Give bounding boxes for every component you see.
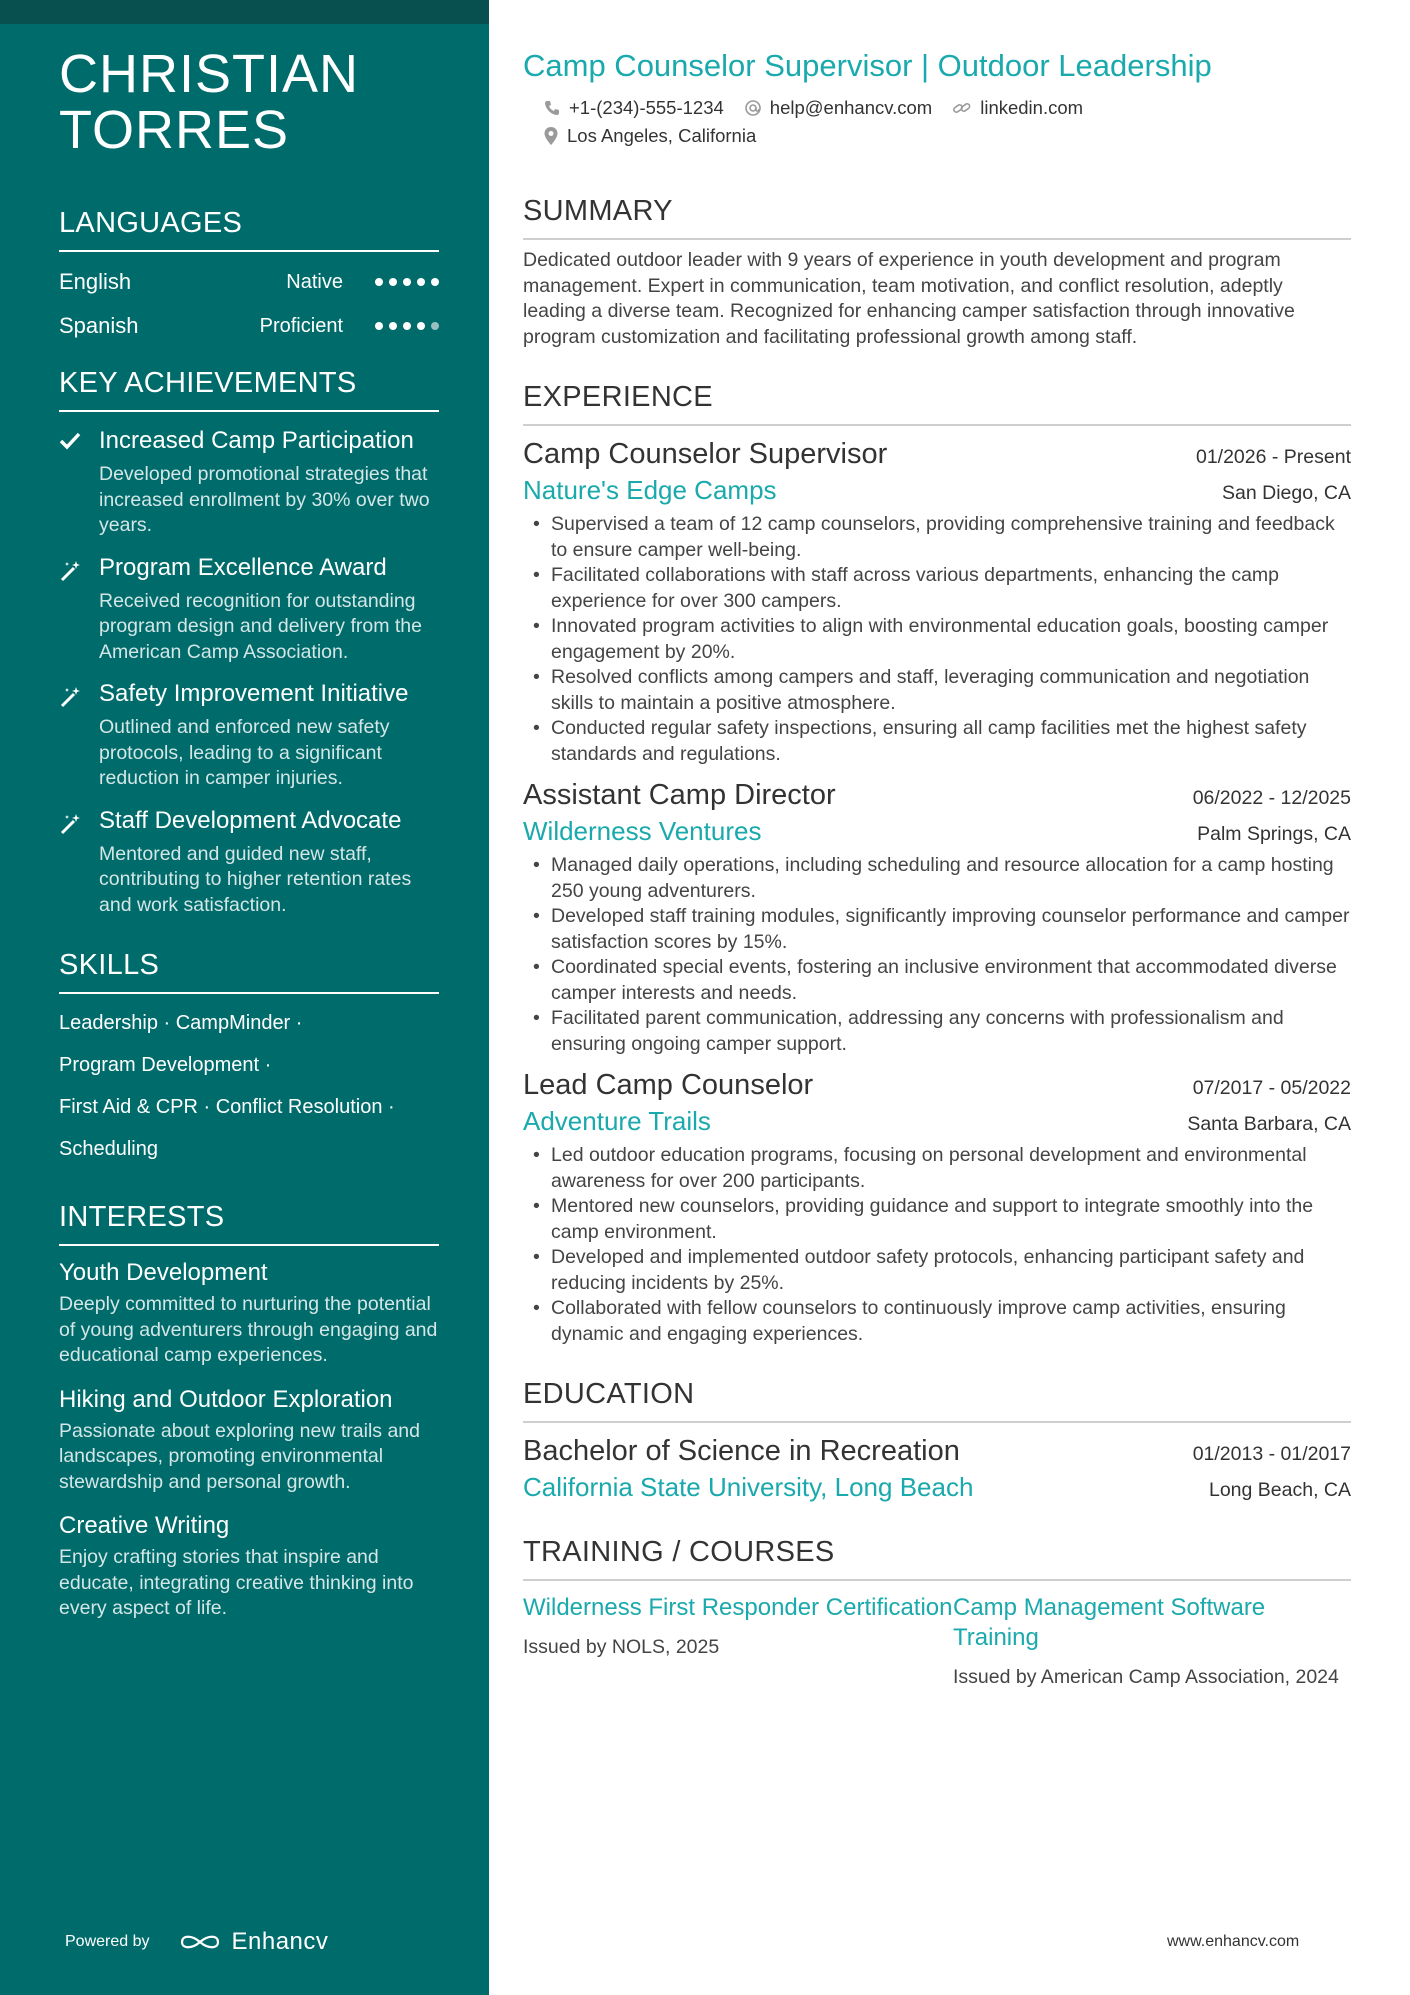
rating-dot — [375, 322, 383, 330]
interests-heading: INTERESTS — [59, 1200, 439, 1246]
rating-dot — [389, 278, 397, 286]
email-address[interactable]: help@enhancv.com — [769, 97, 933, 118]
education-entry — [523, 1433, 1351, 1505]
job-location: San Diego, CA — [1222, 482, 1351, 504]
job-bullet: • Managed daily operations, including scheduling and resource allocation for a camp hosting 250 young adventurers. — [523, 853, 1351, 904]
job-bullets — [523, 853, 1351, 1057]
job-dates: 07/2017 - 05/2022 — [1192, 1077, 1351, 1099]
phone-number: +1-(234)-555-1234 — [569, 97, 724, 118]
rating-dot — [417, 322, 425, 330]
company-name: Nature's Edge Camps — [523, 475, 777, 505]
location-contact — [543, 125, 756, 147]
job-entry — [523, 436, 1351, 767]
training-issuer: Issued by NOLS, 2025 — [523, 1636, 720, 1658]
rating-dot — [389, 322, 397, 330]
check-icon — [59, 426, 99, 539]
enhancv-logo-icon — [178, 1931, 222, 1953]
achievement-title: Program Excellence Award — [99, 553, 387, 581]
experience-section — [523, 380, 1351, 1347]
achievement-item — [59, 679, 439, 792]
location-pin-icon — [543, 126, 567, 146]
job-bullet: • Coordinated special events, fostering an inclusive environment that accommodated diverse camper interests and needs. — [523, 955, 1351, 1006]
job-bullet: • Developed staff training modules, significantly improving counselor performance and camper satisfaction scores by 15%. — [523, 904, 1351, 955]
job-bullet: • Led outdoor education programs, focusing on personal development and environmental awareness for over 200 participants. — [523, 1143, 1351, 1194]
job-bullet: • Mentored new counselors, providing guidance and support to integrate smoothly into the camp environment. — [523, 1194, 1351, 1245]
language-name: English — [59, 269, 132, 294]
enhancv-brand: Enhancv — [231, 1928, 329, 1955]
training-issuer: Issued by American Camp Association, 2024 — [953, 1666, 1339, 1688]
achievement-title: Staff Development Advocate — [99, 806, 402, 834]
training-title: Wilderness First Responder Certification — [523, 1594, 953, 1621]
interest-description: Passionate about exploring new trails and landscapes, promoting environmental stewardship and personal growth. — [59, 1419, 420, 1493]
powered-by — [65, 1928, 328, 1956]
at-icon — [744, 99, 770, 117]
phone-icon — [543, 99, 569, 117]
school-location: Long Beach, CA — [1208, 1479, 1351, 1501]
magic-wand-icon — [59, 806, 99, 919]
language-row — [59, 260, 439, 304]
rating-dot — [403, 278, 411, 286]
job-bullet: • Collaborated with fellow counselors to continuously improve camp activities, ensuring dynamic and engaging experiences. — [523, 1296, 1351, 1347]
rating-dot — [431, 278, 439, 286]
education-dates: 01/2013 - 01/2017 — [1192, 1443, 1351, 1465]
skills-line: First Aid & CPR · Conflict Resolution · — [59, 1096, 395, 1118]
skills-section — [59, 948, 439, 1170]
achievement-item — [59, 806, 439, 919]
job-entry — [523, 1067, 1351, 1347]
phone-contact — [543, 97, 724, 119]
achievement-item — [59, 426, 439, 539]
rating-dot — [417, 278, 425, 286]
summary-text: Dedicated outdoor leader with 9 years of experience in youth development and program management. Expert in communication, team motivation, and conflict resolution, adeptly leading a diverse team. Recognized for enhancing camper satisfaction through innovative program customization and facilitating professional growth among staff. — [523, 249, 1295, 348]
headline: Camp Counselor Supervisor | Outdoor Leadership — [523, 48, 1212, 83]
sidebar-top-bar — [0, 0, 489, 24]
interests-section — [59, 1200, 439, 1622]
job-bullets — [523, 512, 1351, 767]
achievement-description: Developed promotional strategies that increased enrollment by 30% over two years. — [99, 463, 430, 536]
job-title: Assistant Camp Director — [523, 779, 836, 811]
skills-line: Scheduling — [59, 1138, 158, 1160]
job-bullet: • Innovated program activities to align with environmental education goals, boosting camper engagement by 20%. — [523, 614, 1351, 665]
interest-title: Youth Development — [59, 1259, 268, 1286]
achievement-description: Mentored and guided new staff, contributing to higher retention rates and work satisfaction. — [99, 842, 412, 916]
degree-title: Bachelor of Science in Recreation — [523, 1435, 960, 1467]
job-entry — [523, 777, 1351, 1057]
achievement-description: Outlined and enforced new safety protocols, leading to a significant reduction in camper injuries. — [99, 716, 390, 789]
language-row — [59, 304, 439, 348]
achievement-title: Increased Camp Participation — [99, 427, 414, 454]
language-name: Spanish — [59, 313, 139, 338]
training-item — [523, 1593, 953, 1691]
job-location: Palm Springs, CA — [1197, 823, 1351, 845]
rating-dot-empty — [431, 322, 439, 330]
language-level: Proficient — [259, 314, 343, 337]
magic-wand-icon — [59, 553, 99, 666]
job-bullet: • Resolved conflicts among campers and staff, leveraging communication and negotiation skills to maintain a positive atmosphere. — [523, 665, 1351, 716]
interest-description: Enjoy crafting stories that inspire and educate, integrating creative thinking into every aspect of life. — [59, 1546, 414, 1619]
skills-line: Leadership · CampMinder · — [59, 1012, 303, 1034]
email-contact — [744, 97, 932, 119]
achievement-description: Received recognition for outstanding program design and delivery from the American Camp Association. — [99, 589, 422, 663]
school-name: California State University, Long Beach — [523, 1472, 974, 1502]
website-link[interactable]: www.enhancv.com — [1167, 1933, 1300, 1950]
achievements-section — [59, 366, 439, 918]
training-title: Camp Management Software Training — [953, 1594, 1266, 1651]
rating-dot — [403, 322, 411, 330]
name-line-2: TORRES — [59, 100, 290, 160]
education-section — [523, 1377, 1351, 1505]
job-title: Lead Camp Counselor — [523, 1069, 814, 1101]
training-item — [953, 1593, 1351, 1691]
summary-heading: SUMMARY — [523, 194, 1351, 240]
interest-title: Creative Writing — [59, 1512, 230, 1539]
job-bullet: • Facilitated parent communication, addressing any concerns with professionalism and ensuring ongoing camper support. — [523, 1006, 1351, 1057]
language-rating-dots — [375, 322, 439, 330]
company-name: Adventure Trails — [523, 1106, 711, 1136]
job-bullet: • Developed and implemented outdoor safety protocols, enhancing participant safety and reducing incidents by 25%. — [523, 1245, 1351, 1296]
job-dates: 01/2026 - Present — [1195, 446, 1351, 468]
job-dates: 06/2022 - 12/2025 — [1192, 787, 1351, 809]
achievement-item — [59, 553, 439, 666]
contact-info — [523, 94, 1351, 150]
training-section — [523, 1535, 1351, 1691]
interest-title: Hiking and Outdoor Exploration — [59, 1385, 393, 1413]
job-location: Santa Barbara, CA — [1187, 1113, 1351, 1135]
linkedin-link[interactable]: linkedin.com — [980, 97, 1084, 118]
magic-wand-icon — [59, 679, 99, 792]
job-bullets — [523, 1143, 1351, 1347]
job-bullet: • Facilitated collaborations with staff across various departments, enhancing the camp experience for over 300 campers. — [523, 563, 1351, 614]
main-content — [523, 46, 1351, 1691]
candidate-name — [59, 46, 439, 158]
rating-dot — [375, 278, 383, 286]
job-bullet: • Supervised a team of 12 camp counselors, providing comprehensive training and feedback to ensure camper well-being. — [523, 512, 1351, 563]
languages-heading: LANGUAGES — [59, 206, 439, 252]
education-heading: EDUCATION — [523, 1377, 1351, 1423]
job-title: Camp Counselor Supervisor — [523, 438, 888, 470]
language-level: Native — [286, 270, 343, 293]
language-rating-dots — [375, 278, 439, 286]
company-name: Wilderness Ventures — [523, 816, 762, 846]
languages-section — [59, 206, 439, 348]
link-icon — [952, 99, 980, 117]
achievements-heading: KEY ACHIEVEMENTS — [59, 366, 439, 412]
job-bullet: • Conducted regular safety inspections, ensuring all camp facilities met the highest safety standards and regulations. — [523, 716, 1351, 767]
interest-description: Deeply committed to nurturing the potential of young adventurers through engaging and educational camp experiences. — [59, 1293, 438, 1366]
training-heading: TRAINING / COURSES — [523, 1535, 1351, 1581]
location-text: Los Angeles, California — [567, 125, 757, 146]
skills-heading: SKILLS — [59, 948, 439, 994]
linkedin-contact — [952, 97, 1083, 119]
experience-heading: EXPERIENCE — [523, 380, 1351, 426]
achievement-title: Safety Improvement Initiative — [99, 680, 409, 707]
skills-line: Program Development · — [59, 1054, 272, 1076]
sidebar — [0, 0, 489, 1995]
powered-by-label: Powered by — [65, 1933, 150, 1950]
name-line-1: CHRISTIAN — [59, 44, 360, 104]
summary-section — [523, 194, 1351, 350]
